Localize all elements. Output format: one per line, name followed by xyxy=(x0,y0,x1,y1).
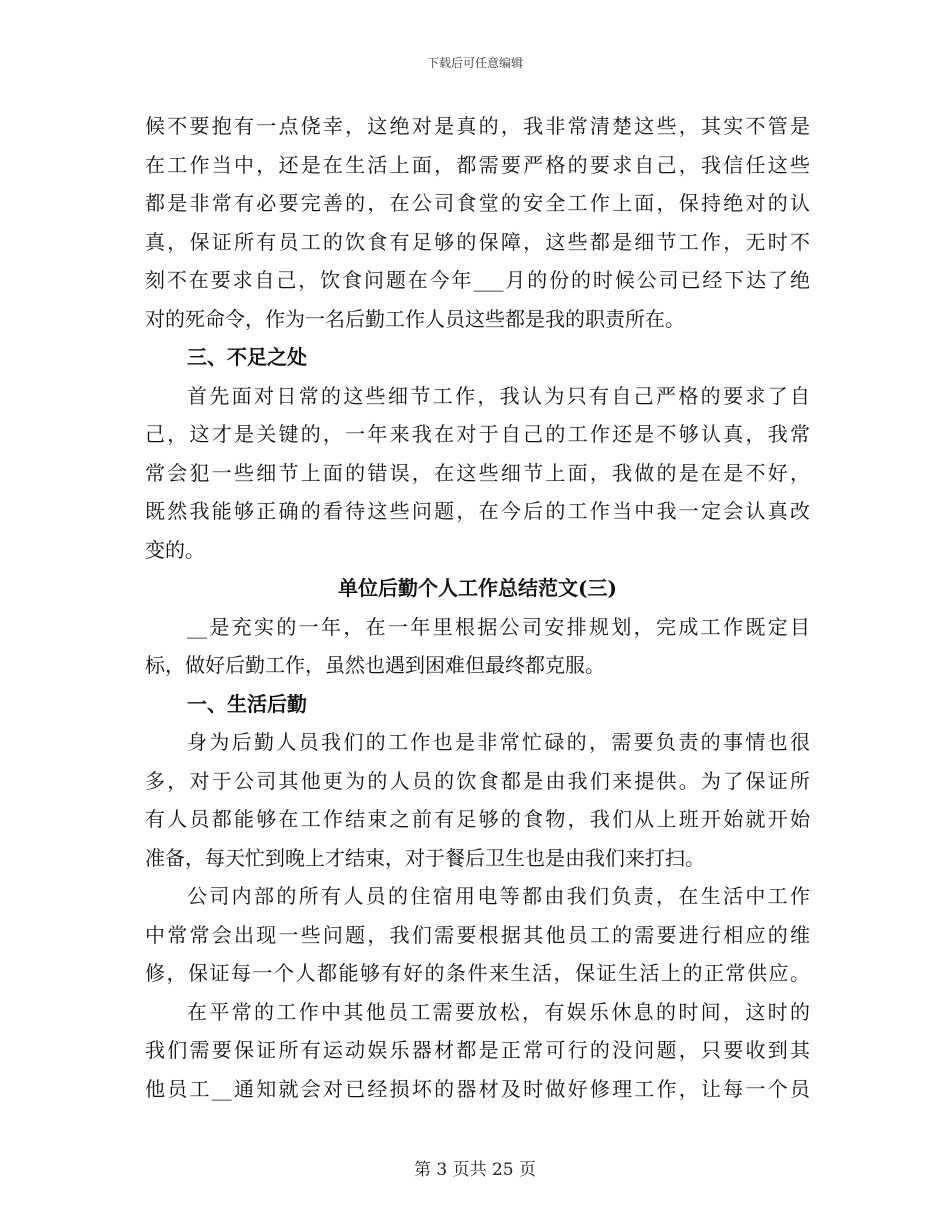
paragraph-line: 在工作当中，还是在生活上面，都需要严格的要求自己，我信任这些 xyxy=(145,152,810,177)
paragraph-line: 我们需要保证所有运动娱乐器材都是正常可行的没问题，只要收到其 xyxy=(145,1038,810,1062)
paragraph-line: 有人员都能够在工作结束之前有足够的食物，我们从上班开始就开始 xyxy=(145,807,810,831)
page-header: 下载后可任意编辑 xyxy=(426,56,523,70)
paragraph-line: 身为后勤人员我们的工作也是非常忙碌的，需要负责的事情也很 xyxy=(187,730,810,754)
paragraph-line: 变的。 xyxy=(145,537,205,562)
paragraph-line: 都是非常有必要完善的，在公司食堂的安全工作上面，保持绝对的认 xyxy=(145,191,810,215)
paragraph-line: 修，保证每一个人都能够有好的条件来生活，保证生活上的正常供应。 xyxy=(145,961,810,985)
paragraph-line: 准备，每天忙到晚上才结束，对于餐后卫生也是由我们来打扫。 xyxy=(145,845,705,870)
document-body xyxy=(145,107,810,1108)
paragraph-line: 对的死命令，作为一名后勤工作人员这些都是我的职责所在。 xyxy=(145,306,685,331)
paragraph-line: 常会犯一些细节上面的错误，在这些细节上面，我做的是在是不好， xyxy=(145,460,810,485)
paragraph-line: __是充实的一年，在一年里根据公司安排规划，完成工作既定目 xyxy=(187,614,810,639)
paragraph-line: 标，做好后勤工作，虽然也遇到困难但最终都克服。 xyxy=(145,653,605,677)
paragraph-line: 刻不在要求自己，饮食问题在今年___月的份的时候公司已经下达了绝 xyxy=(145,268,810,292)
paragraph-line: 己，这才是关键的，一年来我在对于自己的工作还是不够认真，我常 xyxy=(145,422,810,446)
section-heading-life-logistics: 一、生活后勤 xyxy=(187,691,307,716)
paragraph-line: 中常常会出现一些问题，我们需要根据其他员工的需要进行相应的维 xyxy=(145,922,810,947)
document-section-title: 单位后勤个人工作总结范文(三) xyxy=(338,576,617,600)
paragraph-line: 在平常的工作中其他员工需要放松，有娱乐休息的时间，这时的 xyxy=(187,999,810,1024)
paragraph-line: 真，保证所有员工的饮食有足够的保障，这些都是细节工作，无时不 xyxy=(145,229,810,254)
page-number-footer: 第 3 页共 25 页 xyxy=(413,1160,537,1180)
section-heading-shortcomings: 三、不足之处 xyxy=(187,345,307,369)
paragraph-line: 他员工__通知就会对已经损坏的器材及时做好修理工作，让每一个员 xyxy=(145,1076,810,1101)
paragraph-line: 候不要抱有一点侥幸，这绝对是真的，我非常清楚这些，其实不管是 xyxy=(145,114,810,138)
paragraph-line: 多，对于公司其他更为的人员的饮食都是由我们来提供。为了保证所 xyxy=(145,768,810,793)
paragraph-line: 首先面对日常的这些细节工作，我认为只有自己严格的要求了自 xyxy=(187,383,810,408)
paragraph-line: 公司内部的所有人员的住宿用电等都由我们负责，在生活中工作 xyxy=(187,884,810,908)
paragraph-line: 既然我能够正确的看待这些问题，在今后的工作当中我一定会认真改 xyxy=(145,499,810,523)
